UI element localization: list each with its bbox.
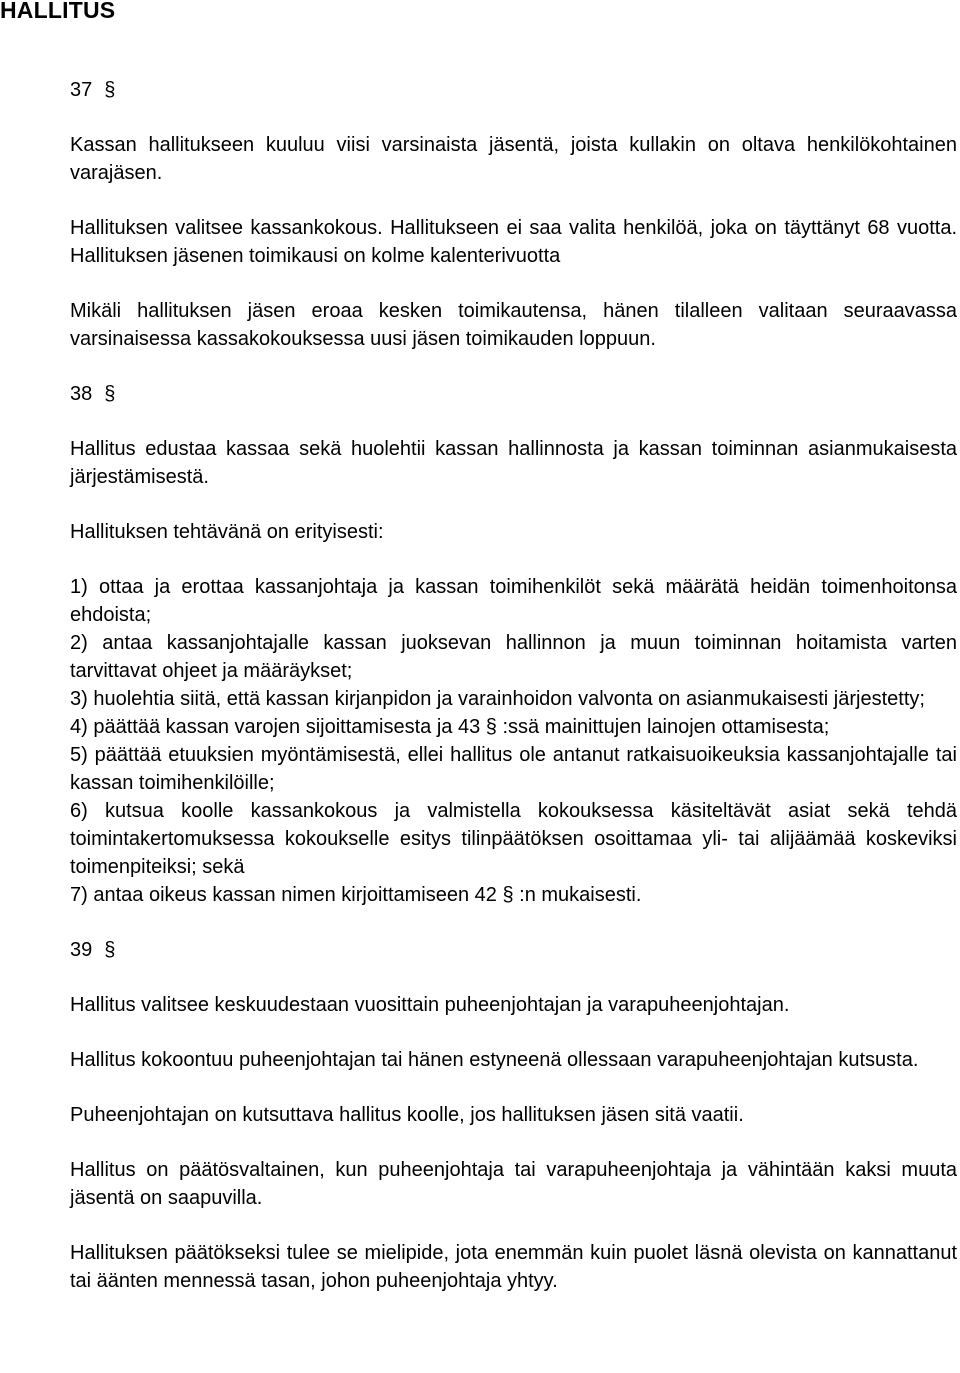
paragraph: Hallitus on päätösvaltainen, kun puheenjohtaja tai varapuheenjohtaja ja vähintään kaksi muuta jäsentä on saapuvilla. [70,1159,957,1209]
paragraph: Hallitus valitsee keskuudestaan vuosittain puheenjohtajan ja varapuheenjohtajan. [70,994,790,1016]
list-item: 4) päättää kassan varojen sijoittamisesta ja 43 § :ssä mainittujen lainojen ottamisesta; [70,716,830,738]
section-sign-icon: § [104,939,116,961]
list-item: 1) ottaa ja erottaa kassanjohtaja ja kassan toimihenkilöt sekä määrätä heidän toimenhoitonsa ehdoista; [70,576,957,626]
list-item: 3) huolehtia siitä, että kassan kirjanpidon ja varainhoidon valvonta on asianmukaisesti järjestetty; [70,688,925,710]
paragraph: Hallituksen tehtävänä on erityisesti: [70,521,384,543]
list-item: 5) päättää etuuksien myöntämisestä, ellei hallitus ole antanut ratkaisuoikeuksia kassanjohtajalle tai kassan toimihenkilöille; [70,744,957,794]
paragraph: Hallitus edustaa kassaa sekä huolehtii kassan hallinnosta ja kassan toiminnan asianmukaisesta järjestämisestä. [70,438,957,488]
list-item: 2) antaa kassanjohtajalle kassan juoksevan hallinnon ja muun toiminnan hoitamista varten tarvittavat ohjeet ja määräykset; [70,632,957,682]
section-sign-icon: § [104,79,116,101]
paragraph: Mikäli hallituksen jäsen eroaa kesken toimikautensa, hänen tilalleen valitaan seuraavassa varsinaisessa kassakokouksessa uusi jäsen toimikauden loppuun. [70,300,957,350]
paragraph: Hallitus kokoontuu puheenjohtajan tai hänen estyneenä ollessaan varapuheenjohtajan kutsusta. [70,1049,919,1071]
paragraph: Hallituksen päätökseksi tulee se mielipide, jota enemmän kuin puolet läsnä olevista on kannattanut tai äänten mennessä tasan, johon puheenjohtaja yhtyy. [70,1242,957,1292]
page-heading: HALLITUS [0,0,116,23]
section-37-number [70,76,957,104]
section-sign-icon: § [104,383,116,405]
list-item: 7) antaa oikeus kassan nimen kirjoittamiseen 42 § :n mukaisesti. [70,884,642,906]
paragraph: Puheenjohtajan on kutsuttava hallitus koolle, jos hallituksen jäsen sitä vaatii. [70,1104,744,1126]
section-number: 37 [70,79,93,101]
task-list [70,573,957,909]
section-39-number [70,936,957,964]
section-number: 39 [70,939,93,961]
section-38-number [70,380,957,408]
paragraph: Hallituksen valitsee kassankokous. Hallitukseen ei saa valita henkilöä, joka on täyttänyt 68 vuotta. Hallituksen jäsenen toimikausi on kolme kalenterivuotta [70,217,957,267]
section-number: 38 [70,383,93,405]
document-body [70,76,957,1295]
list-item: 6) kutsua koolle kassankokous ja valmistella kokouksessa käsiteltävät asiat sekä tehdä toimintakertomuksessa kokoukselle esitys tilinpäätöksen osoittamaa yli- tai alijäämää koskeviksi toimenpiteiksi; sekä [70,800,957,878]
paragraph: Kassan hallitukseen kuuluu viisi varsinaista jäsentä, joista kullakin on oltava henkilökohtainen varajäsen. [70,134,957,184]
